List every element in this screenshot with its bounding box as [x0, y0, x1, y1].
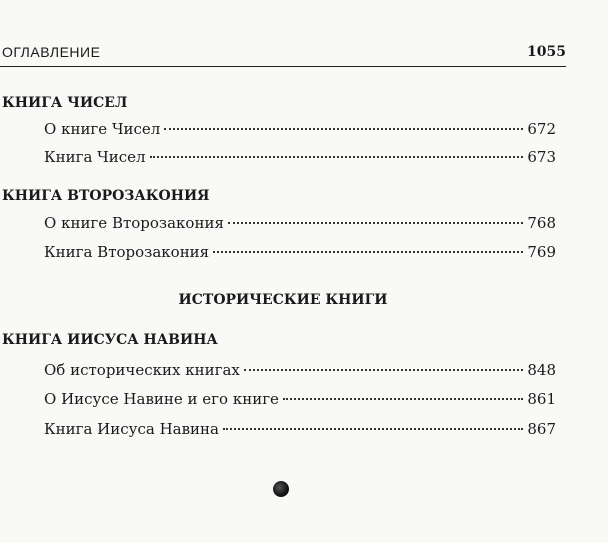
running-title: ОГЛАВЛЕНИЕ [2, 44, 101, 60]
toc-entry-title: Об исторических книгах [44, 361, 240, 379]
dot-leader [150, 156, 524, 158]
toc-entry[interactable] [44, 120, 556, 142]
book-heading-deuteronomy: КНИГА ВТОРОЗАКОНИЯ [2, 188, 210, 204]
toc-entry[interactable] [44, 390, 556, 412]
book-heading-numbers: КНИГА ЧИСЕЛ [2, 95, 128, 111]
dot-leader [283, 398, 523, 400]
dot-leader [223, 428, 523, 430]
toc-entry-title: Книга Второзакония [44, 243, 210, 261]
toc-entry[interactable] [44, 420, 556, 442]
dot-leader [244, 369, 524, 371]
dot-leader [228, 222, 523, 224]
book-heading-joshua: КНИГА ИИСУСА НАВИНА [2, 332, 218, 348]
dot-leader [164, 128, 523, 130]
toc-entry-page: 848 [527, 361, 556, 379]
toc-entry[interactable] [44, 148, 556, 170]
toc-entry-page: 672 [527, 120, 556, 138]
toc-entry-page: 768 [527, 214, 556, 232]
page-header [0, 44, 566, 67]
section-heading-historical-books: ИСТОРИЧЕСКИЕ КНИГИ [178, 292, 388, 308]
toc-entry-title: О Иисусе Навине и его книге [44, 390, 279, 408]
toc-entry[interactable] [44, 214, 556, 236]
dot-leader [213, 251, 523, 253]
toc-entry-page: 867 [527, 420, 556, 438]
toc-entry-page: 673 [527, 148, 556, 166]
toc-entry-title: Книга Чисел [44, 148, 146, 166]
toc-entry-title: О книге Чисел [44, 120, 161, 138]
toc-entry[interactable] [44, 361, 556, 383]
toc-entry-page: 861 [527, 390, 556, 408]
toc-entry-page: 769 [527, 243, 556, 261]
toc-entry-title: Книга Иисуса Навина [44, 420, 219, 438]
page-number: 1055 [527, 44, 566, 60]
toc-entry-title: О книге Второзакония [44, 214, 224, 232]
ink-dot [273, 481, 289, 497]
toc-entry[interactable] [44, 243, 556, 265]
